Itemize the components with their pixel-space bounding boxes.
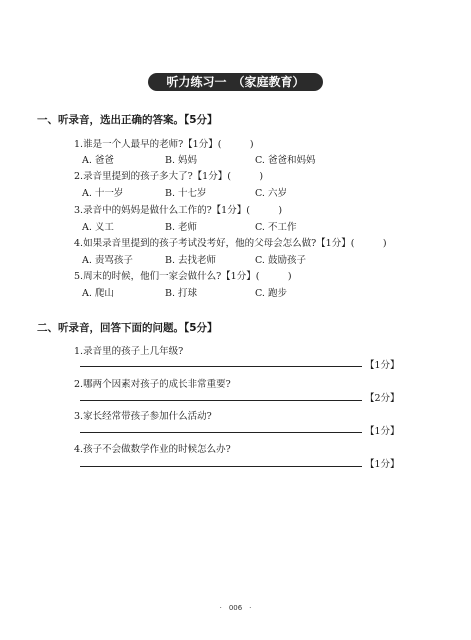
option-b[interactable]: B. 十七岁	[165, 188, 207, 199]
answer-line-2[interactable]	[80, 400, 362, 401]
option-c[interactable]: C. 跑步	[255, 288, 287, 299]
answer-line-1[interactable]	[80, 366, 362, 367]
option-b[interactable]: B. 去找老师	[165, 255, 217, 266]
open-question-4: 4.孩子不会做数学作业的时候怎么办?	[74, 444, 231, 455]
option-a[interactable]: A. 义工	[82, 222, 114, 233]
open-question-1: 1.录音里的孩子上几年级?	[74, 346, 184, 357]
option-a[interactable]: A. 责骂孩子	[82, 255, 133, 266]
mc-question-5: 5.周末的时候，他们一家会做什么?【1分】( )	[74, 271, 292, 282]
option-a[interactable]: A. 爸爸	[82, 155, 114, 166]
section-2-heading: 二、听录音，回答下面的问题。【5分】	[37, 322, 218, 334]
option-b[interactable]: B. 打球	[165, 288, 198, 299]
section-1-heading: 一、听录音，选出正确的答案。【5分】	[37, 114, 218, 126]
open-question-2: 2.哪两个因素对孩子的成长非常重要?	[74, 379, 231, 390]
mc-question-1: 1.谁是一个人最早的老师?【1分】( )	[74, 139, 254, 150]
answer-line-4[interactable]	[80, 466, 362, 467]
page-number: · 006 ·	[219, 604, 252, 612]
mc-question-4: 4.如果录音里提到的孩子考试没考好，他的父母会怎么做?【1分】( )	[74, 238, 387, 249]
points-label: 【1分】	[365, 459, 400, 470]
page-title: 听力练习一 （家庭教育）	[148, 73, 322, 91]
open-question-3: 3.家长经常带孩子参加什么活动?	[74, 411, 212, 422]
points-label: 【1分】	[365, 426, 400, 437]
points-label: 【2分】	[365, 393, 400, 404]
option-c[interactable]: C. 不工作	[255, 222, 297, 233]
mc-question-2: 2.录音里提到的孩子多大了?【1分】( )	[74, 171, 264, 182]
mc-question-3: 3.录音中的妈妈是做什么工作的?【1分】( )	[74, 205, 283, 216]
option-c[interactable]: C. 鼓励孩子	[255, 255, 306, 266]
points-label: 【1分】	[365, 360, 400, 371]
option-c[interactable]: C. 爸爸和妈妈	[255, 155, 316, 166]
option-b[interactable]: B. 妈妈	[165, 155, 198, 166]
answer-line-3[interactable]	[80, 432, 362, 433]
option-a[interactable]: A. 十一岁	[82, 188, 124, 199]
title-banner	[0, 71, 471, 91]
option-c[interactable]: C. 六岁	[255, 188, 287, 199]
option-b[interactable]: B. 老师	[165, 222, 198, 233]
option-a[interactable]: A. 爬山	[82, 288, 114, 299]
